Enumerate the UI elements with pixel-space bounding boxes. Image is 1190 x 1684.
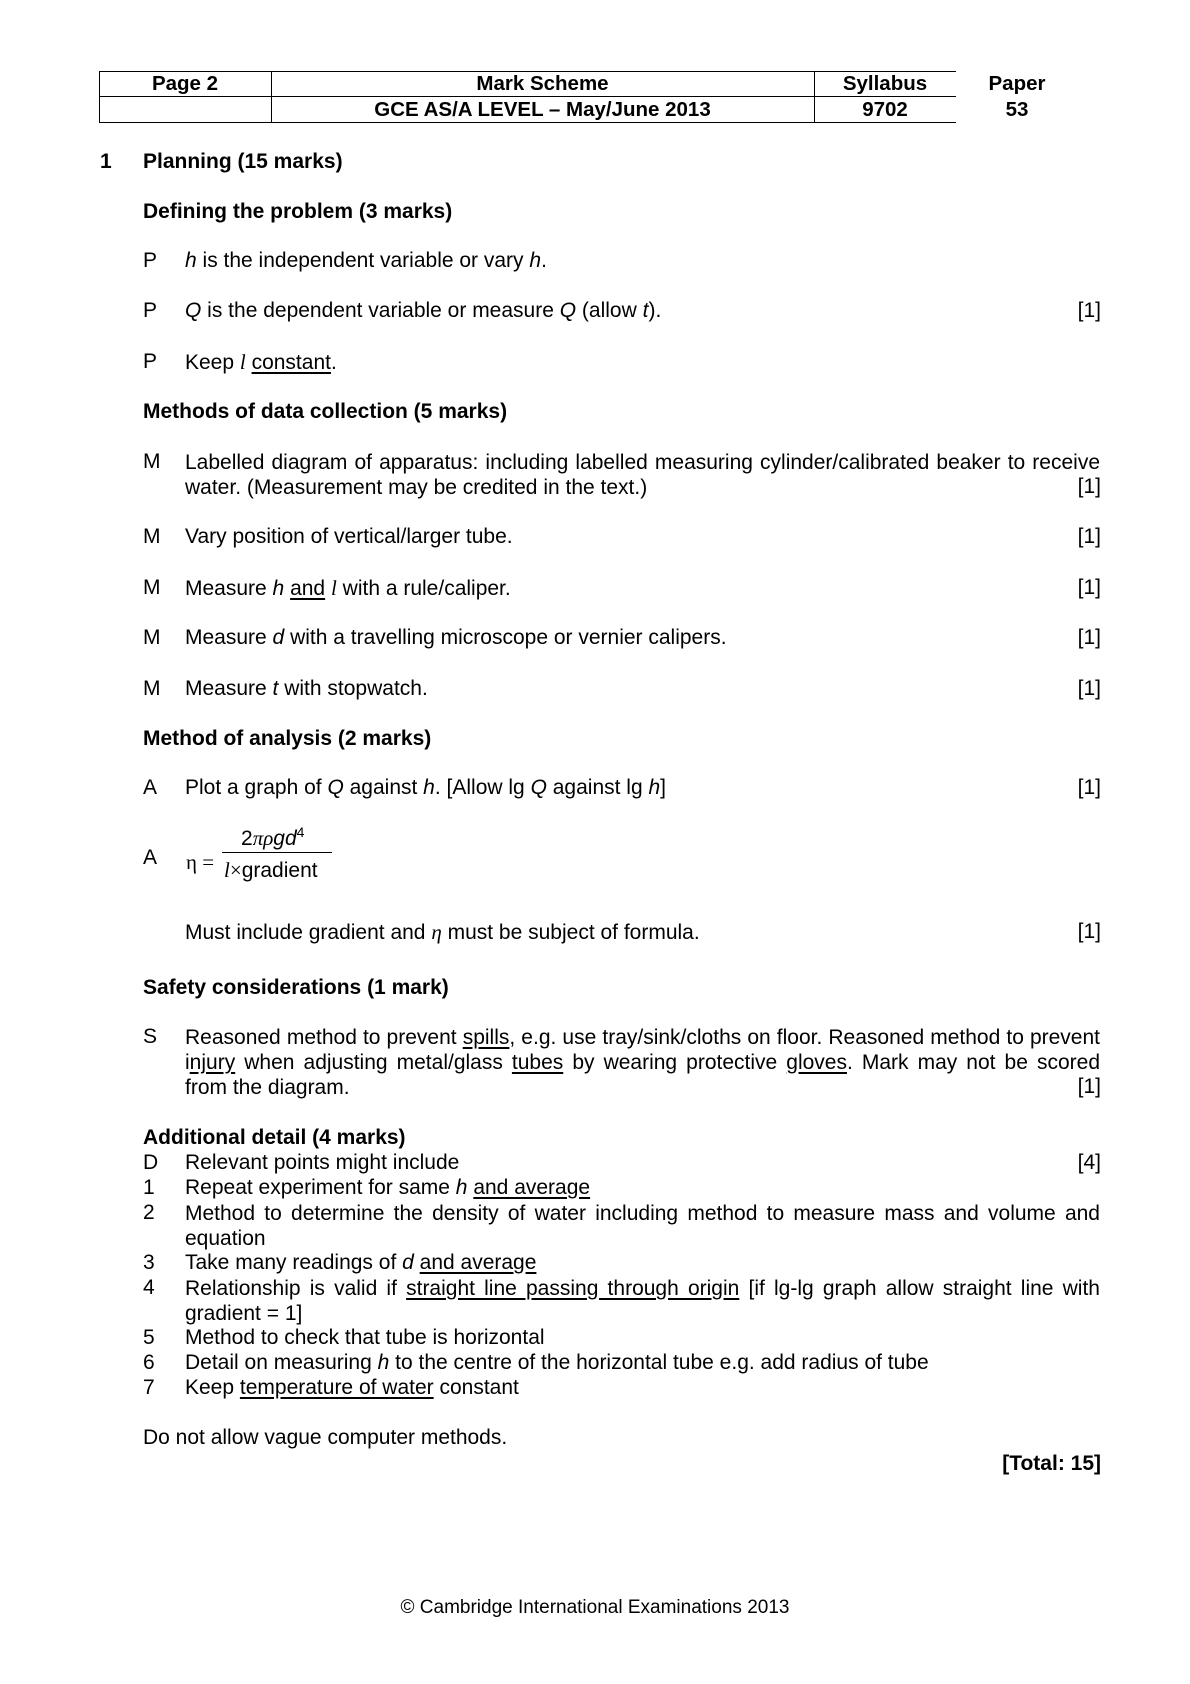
additional-point-6: Detail on measuring h to the centre of the horizontal tube e.g. add radius of tube (185, 1351, 929, 1374)
mark: [1] (1077, 920, 1101, 943)
mark: [1] (1077, 525, 1101, 548)
mark: [1] (1077, 475, 1101, 498)
point-number: 7 (143, 1376, 155, 1399)
method-item-2: Vary position of vertical/larger tube. (185, 525, 513, 548)
analysis-note: Must include gradient and η must be subject of formula. (185, 920, 700, 944)
closing-note: Do not allow vague computer methods. (143, 1426, 508, 1449)
item-letter: M (143, 576, 161, 599)
page-number: Page 2 (151, 72, 219, 95)
analysis-item-1: Plot a graph of Q against h. [Allow lg Q against lg h] (185, 776, 667, 799)
paper-code: 53 (1005, 98, 1029, 121)
point-number: 4 (143, 1276, 155, 1299)
defining-item-2: Q is the dependent variable or measure Q (allow t). (185, 299, 662, 322)
mark: [1] (1077, 576, 1101, 599)
additional-point-7: Keep temperature of water constant (185, 1376, 519, 1399)
formula-lhs: η = (186, 850, 215, 874)
mark: [4] (1077, 1151, 1101, 1174)
additional-point-4: Relationship is valid if straight line passing through origin [if lg-lg graph allow straight line with gradient = 1] (185, 1277, 1100, 1325)
safety-heading: Safety considerations (1 mark) (143, 976, 449, 999)
defining-item-3: Keep l constant. (185, 350, 337, 374)
additional-point-1: Repeat experiment for same h and average (185, 1176, 591, 1199)
item-letter: M (143, 626, 161, 649)
additional-point-2: Method to determine the density of water including method to measure mass and volume and equation (185, 1202, 1100, 1250)
total-marks: [Total: 15] (1002, 1452, 1101, 1475)
formula-numerator: 2πρgd$^4$ (241, 824, 305, 850)
item-letter: M (143, 450, 161, 473)
safety-text: Reasoned method to prevent spills, e.g. use tray/sink/cloths on floor. Reasoned method to prevent injury when adjusting metal/glass tubes by wearing protective gloves. Mark may not be scored from the diagram. (185, 1026, 1101, 1099)
syllabus-code: 9702 (862, 98, 908, 121)
item-letter: S (143, 1025, 158, 1048)
mark: [1] (1077, 1075, 1101, 1098)
item-letter: D (143, 1151, 159, 1174)
footer-copyright: © Cambridge International Examinations 2013 (400, 1597, 790, 1618)
mark: [1] (1077, 776, 1101, 799)
item-letter: M (143, 677, 161, 700)
method-item-1: Labelled diagram of apparatus: including labelled measuring cylinder/calibrated beaker to receive water. (Measurement may be credited in the text.) (185, 451, 1100, 499)
method-item-3: Measure h and l with a rule/caliper. (185, 576, 511, 600)
item-letter: P (143, 249, 158, 272)
header-table (99, 71, 956, 123)
additional-point-5: Method to check that tube is horizontal (185, 1326, 545, 1349)
mark-scheme-label: Mark Scheme (476, 72, 609, 95)
syllabus-label: Syllabus (842, 72, 928, 95)
mark: [1] (1077, 677, 1101, 700)
point-number: 6 (143, 1351, 155, 1374)
item-letter: A (143, 776, 158, 799)
point-number: 5 (143, 1326, 155, 1349)
question-number: 1 (100, 150, 112, 173)
item-letter: P (143, 299, 158, 322)
analysis-heading: Method of analysis (2 marks) (143, 727, 432, 750)
point-number: 3 (143, 1251, 155, 1274)
exam-title: GCE AS/A LEVEL – May/June 2013 (374, 98, 711, 121)
additional-heading: Additional detail (4 marks) (143, 1126, 406, 1149)
item-letter: M (143, 525, 161, 548)
defining-item-1: h is the independent variable or vary h. (185, 249, 547, 272)
additional-point-3: Take many readings of d and average (185, 1251, 537, 1274)
methods-heading: Methods of data collection (5 marks) (143, 400, 508, 423)
item-letter: P (143, 350, 158, 373)
point-number: 2 (143, 1201, 155, 1224)
method-item-4: Measure d with a travelling microscope or vernier calipers. (185, 626, 727, 649)
paper-label: Paper (988, 72, 1046, 95)
fraction-bar (222, 852, 332, 853)
mark: [1] (1077, 299, 1101, 322)
defining-heading: Defining the problem (3 marks) (143, 200, 453, 223)
additional-intro: Relevant points might include (185, 1151, 460, 1174)
item-letter: A (143, 846, 158, 869)
method-item-5: Measure t with stopwatch. (185, 677, 428, 700)
point-number: 1 (143, 1176, 155, 1199)
question-title: Planning (15 marks) (143, 150, 343, 173)
formula-denominator: l×gradient (224, 858, 318, 882)
mark: [1] (1077, 626, 1101, 649)
